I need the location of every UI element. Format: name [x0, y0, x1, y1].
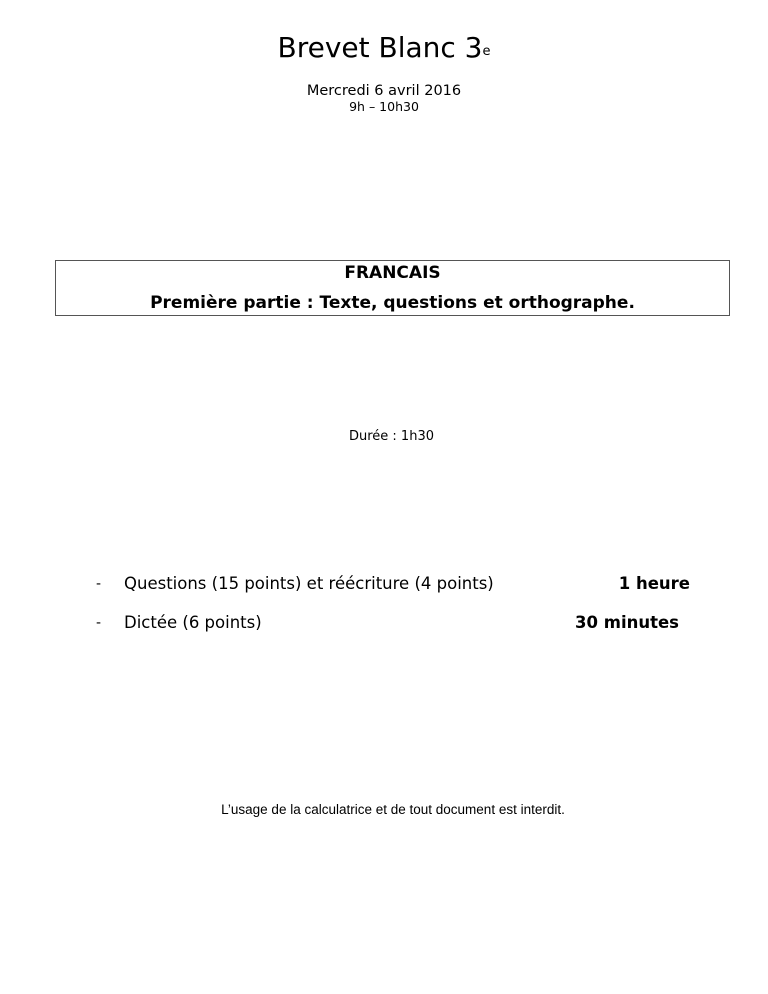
exam-date: Mercredi 6 avril 2016: [306, 83, 462, 99]
part-title: Première partie : Texte, questions et orthographe.: [150, 293, 635, 313]
notice-text: L’usage de la calculatrice et de tout document est interdit.: [221, 802, 565, 817]
section-time: 30 minutes: [575, 613, 679, 632]
exam-time: 9h – 10h30: [349, 99, 419, 114]
bullet-dash: -: [96, 615, 102, 631]
section-label: Dictée (6 points): [124, 613, 262, 632]
title-text: Brevet Blanc 3: [277, 31, 483, 64]
section-item: [0, 572, 768, 596]
page-title: [0, 28, 768, 68]
title-superscript: e: [482, 44, 491, 59]
section-time: 1 heure: [618, 574, 690, 593]
subject-box: [55, 260, 730, 316]
subject-title: FRANCAIS: [344, 263, 441, 283]
bullet-dash: -: [96, 576, 102, 592]
section-label: Questions (15 points) et réécriture (4 points): [124, 574, 494, 593]
section-item: [0, 611, 768, 635]
exam-duration: Durée : 1h30: [348, 429, 434, 444]
